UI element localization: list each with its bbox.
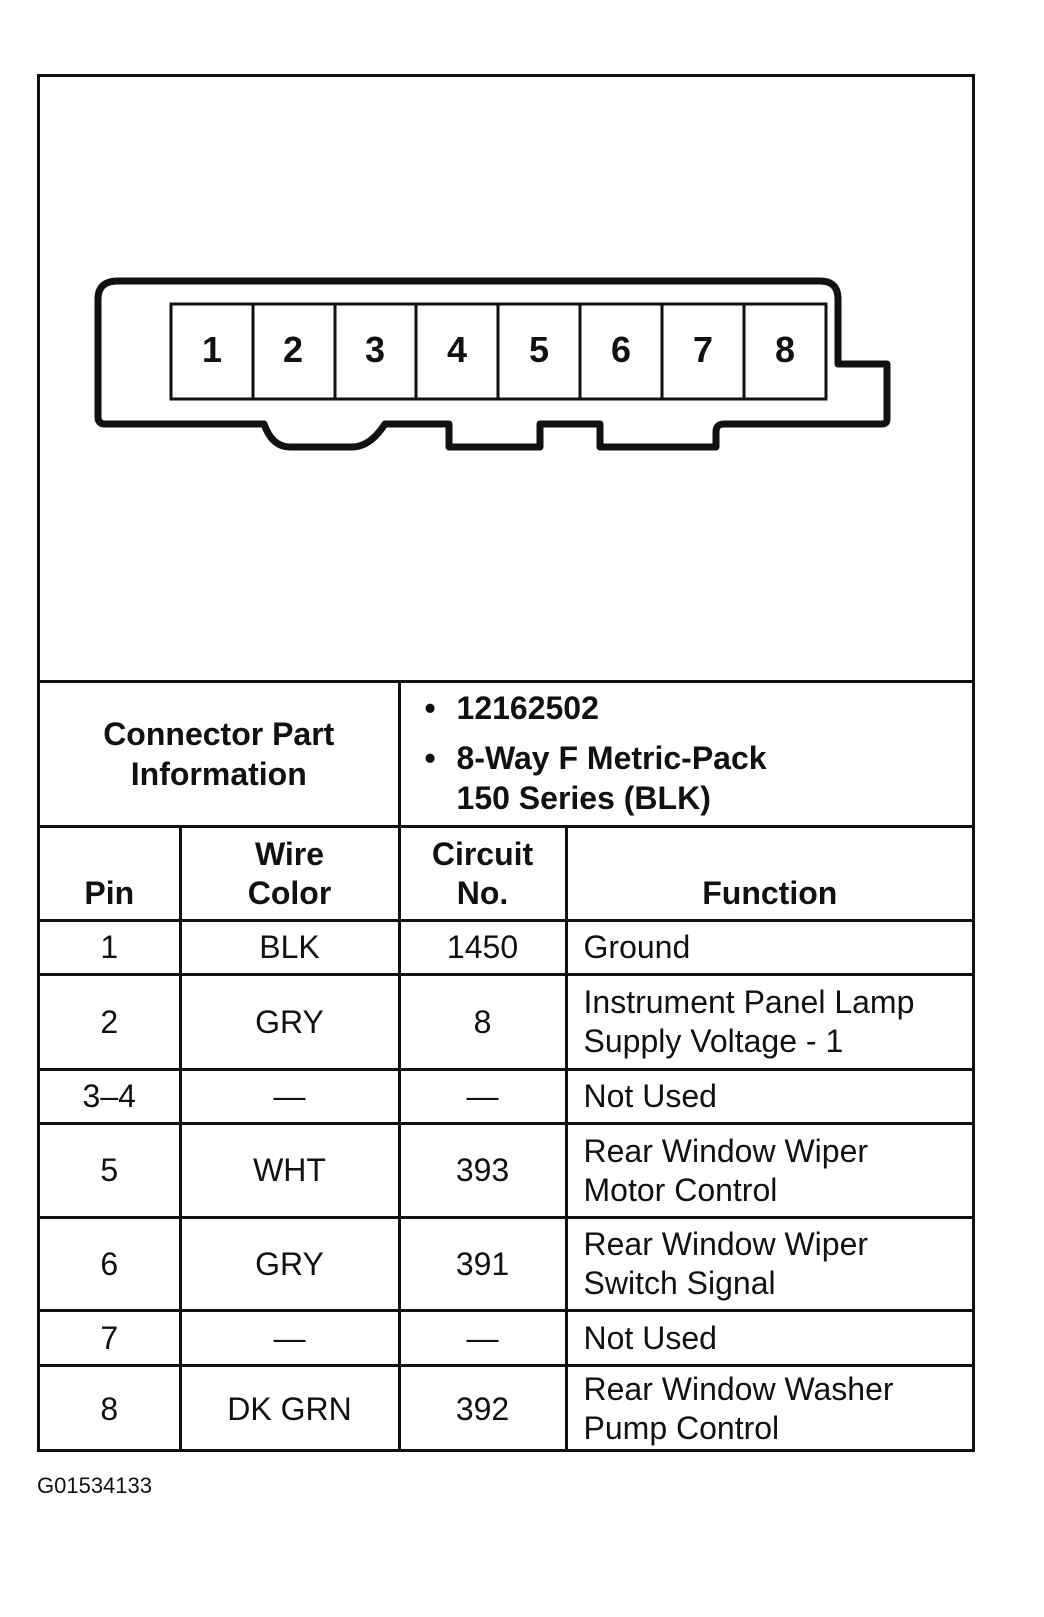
pin-cell: 3–4 — [40, 1070, 180, 1124]
pin-number-1: 1 — [201, 329, 223, 370]
function-line1: Rear Window Wiper — [583, 1226, 869, 1262]
function-line1: Ground — [583, 929, 691, 965]
wire-color-cell: — — [180, 1311, 399, 1366]
function-line2: Supply Voltage - 1 — [583, 1023, 844, 1059]
function-cell — [566, 1124, 972, 1218]
connector-table — [40, 680, 972, 1452]
function-line1: Rear Window Washer — [583, 1371, 894, 1408]
table-row — [40, 1124, 972, 1218]
pin-cell: 2 — [40, 975, 180, 1070]
part-info-details — [399, 682, 972, 827]
circuit-cell: — — [399, 1311, 566, 1366]
function-cell — [566, 1366, 972, 1452]
pin-number-6: 6 — [610, 329, 632, 370]
part-info-label-line1: Connector Part — [103, 716, 335, 752]
function-line2: Pump Control — [583, 1410, 780, 1447]
pin-number-2: 2 — [282, 329, 304, 370]
function-line2: Switch Signal — [583, 1265, 776, 1301]
wire-color-cell: GRY — [180, 975, 399, 1070]
part-description-line1: 8-Way F Metric-Pack — [456, 740, 767, 776]
pin-number-5: 5 — [528, 329, 550, 370]
function-cell — [566, 1218, 972, 1311]
wire-color-cell: WHT — [180, 1124, 399, 1218]
circuit-cell: — — [399, 1070, 566, 1124]
table-row — [40, 1070, 972, 1124]
header-wire-color-line1: Wire — [254, 836, 325, 872]
wire-color-cell: BLK — [180, 921, 399, 975]
header-circuit-line1: Circuit — [431, 836, 534, 872]
part-info-label-line2: Information — [130, 756, 307, 792]
pin-cell: 6 — [40, 1218, 180, 1311]
wire-color-cell: DK GRN — [180, 1366, 399, 1452]
circuit-cell: 8 — [399, 975, 566, 1070]
function-line1: Not Used — [583, 1078, 717, 1114]
part-number: 12162502 — [456, 690, 599, 726]
pin-number-3: 3 — [364, 329, 386, 370]
header-function-label: Function — [702, 875, 838, 911]
header-function — [566, 827, 972, 921]
part-description-line2: 150 Series (BLK) — [456, 780, 711, 816]
function-cell — [566, 975, 972, 1070]
function-cell — [566, 921, 972, 975]
header-circuit-line2: No. — [456, 875, 509, 911]
pin-cell: 5 — [40, 1124, 180, 1218]
table-row — [40, 1311, 972, 1366]
connector-outline — [40, 77, 972, 680]
circuit-cell: 1450 — [399, 921, 566, 975]
function-line1: Instrument Panel Lamp — [583, 984, 915, 1020]
header-wire-color-line2: Color — [247, 875, 332, 911]
wire-color-cell: — — [180, 1070, 399, 1124]
header-wire-color — [180, 827, 399, 921]
bullet-icon: • — [424, 690, 436, 726]
pin-number-7: 7 — [692, 329, 714, 370]
table-row — [40, 975, 972, 1070]
part-info-row — [40, 682, 972, 827]
bullet-icon: • — [424, 740, 436, 776]
figure-frame — [37, 74, 975, 1452]
pin-number-4: 4 — [446, 329, 468, 370]
circuit-cell: 392 — [399, 1366, 566, 1452]
circuit-cell: 393 — [399, 1124, 566, 1218]
header-pin-label: Pin — [84, 875, 135, 911]
pin-number-8: 8 — [774, 329, 796, 370]
table-row — [40, 1218, 972, 1311]
table-row — [40, 1366, 972, 1452]
function-line2: Motor Control — [583, 1171, 778, 1208]
header-circuit — [399, 827, 566, 921]
function-line1: Rear Window Wiper — [583, 1132, 869, 1169]
table-row — [40, 921, 972, 975]
pin-cell: 1 — [40, 921, 180, 975]
pin-cell: 7 — [40, 1311, 180, 1366]
figure-id: G01534133 — [37, 1473, 152, 1498]
circuit-cell: 391 — [399, 1218, 566, 1311]
part-info-label — [40, 682, 399, 827]
function-line1: Not Used — [583, 1319, 717, 1356]
pin-cell: 8 — [40, 1366, 180, 1452]
header-pin — [40, 827, 180, 921]
connector-diagram — [40, 77, 972, 680]
wire-color-cell: GRY — [180, 1218, 399, 1311]
function-cell — [566, 1070, 972, 1124]
column-header-row — [40, 827, 972, 921]
function-cell — [566, 1311, 972, 1366]
